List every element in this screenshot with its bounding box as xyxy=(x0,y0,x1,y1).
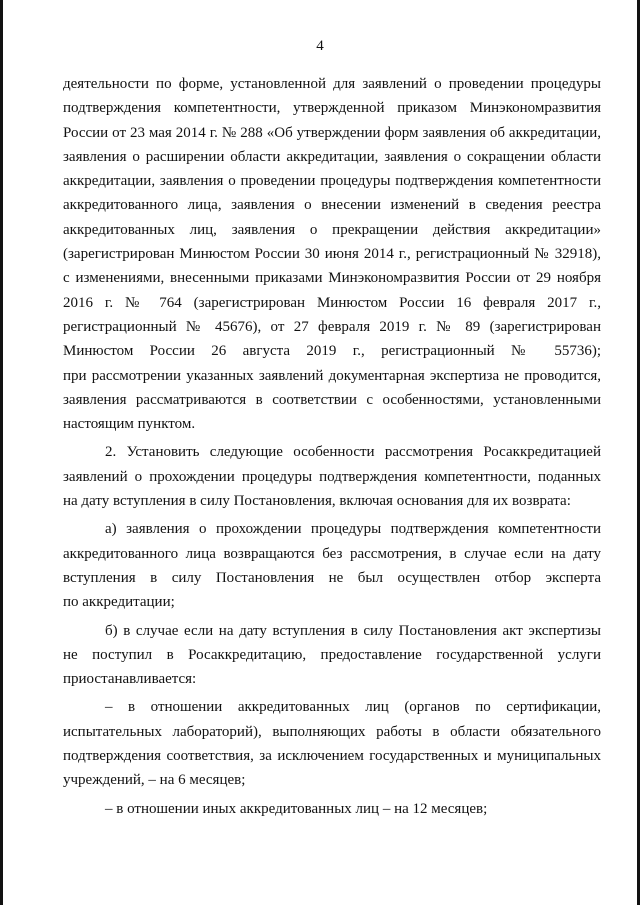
text-line: 2. Установить следующие особенности рассмотрения Росаккредитацией xyxy=(105,444,601,461)
paragraph xyxy=(63,72,601,436)
text-line: б) в случае если на дату вступления в силу Постановления акт экспертизы xyxy=(105,622,601,639)
paragraph xyxy=(63,440,601,513)
text-line: – в отношении аккредитованных лиц (органов по сертификации, xyxy=(105,699,601,716)
paragraph xyxy=(63,797,601,821)
text-line: аккредитованных лиц, заявления о прекращении действия аккредитации» xyxy=(63,221,601,238)
text-line: с изменениями, внесенными приказами Минэкономразвития России от 29 ноября xyxy=(63,270,601,287)
text-line: 2016 г. № 764 (зарегистрирован Минюстом России 16 февраля 2017 г., xyxy=(63,294,601,311)
text-line: настоящим пунктом. xyxy=(63,416,196,433)
paragraph xyxy=(63,695,601,792)
text-line: испытательных лабораторий), выполняющих работы в области обязательного xyxy=(63,723,601,740)
text-line: на дату вступления в силу Постановления, включая основания для их возврата: xyxy=(63,493,571,510)
text-line: подтверждения компетентности, утвержденной приказом Минэкономразвития xyxy=(63,100,601,117)
text-line: при рассмотрении указанных заявлений документарная экспертиза не проводится, xyxy=(63,367,601,384)
text-line: заявлений о прохождении процедуры подтверждения компетентности, поданных xyxy=(63,468,601,485)
text-line: деятельности по форме, установленной для заявлений о проведении процедуры xyxy=(63,76,601,92)
text-line: не поступил в Росаккредитацию, предоставление государственной услуги xyxy=(63,646,601,663)
text-line: аккредитованного лица возвращаются без рассмотрения, в случае если на дату xyxy=(63,545,601,562)
text-line: России от 23 мая 2014 г. № 288 «Об утверждении форм заявления об аккредитации, xyxy=(63,124,601,141)
text-line: аккредитованного лица, заявления о внесении изменений в сведения реестра xyxy=(63,197,601,214)
text-line: (зарегистрирован Минюстом России 30 июня 2014 г., регистрационный № 32918), xyxy=(63,246,601,263)
paragraph xyxy=(63,619,601,692)
text-line: подтверждения соответствия, за исключением государственных и муниципальных xyxy=(63,748,601,765)
text-line: по аккредитации; xyxy=(63,594,175,611)
text-line: вступления в силу Постановления не был осуществлен отбор эксперта xyxy=(63,569,601,586)
text-line: Минюстом России 26 августа 2019 г., регистрационный № 55736); xyxy=(63,343,601,360)
text-line: заявления о расширении области аккредитации, заявления о сокращении области xyxy=(63,148,601,165)
text-line: приостанавливается: xyxy=(63,671,197,688)
paragraph xyxy=(63,517,601,614)
text-line: регистрационный № 45676), от 27 февраля 2019 г. № 89 (зарегистрирован xyxy=(63,318,601,335)
text-line: заявления рассматриваются в соответствии с особенностями, установленными xyxy=(63,391,601,408)
text-line: а) заявления о прохождении процедуры подтверждения компетентности xyxy=(105,521,601,538)
text-line: – в отношении иных аккредитованных лиц – на 12 месяцев; xyxy=(105,800,488,817)
document-body xyxy=(63,72,601,825)
scan-border-left xyxy=(0,0,3,905)
text-line: учреждений, – на 6 месяцев; xyxy=(63,772,246,789)
page-number: 4 xyxy=(316,38,324,54)
text-line: аккредитации, заявления о проведении процедуры подтверждения компетентности xyxy=(63,173,601,190)
